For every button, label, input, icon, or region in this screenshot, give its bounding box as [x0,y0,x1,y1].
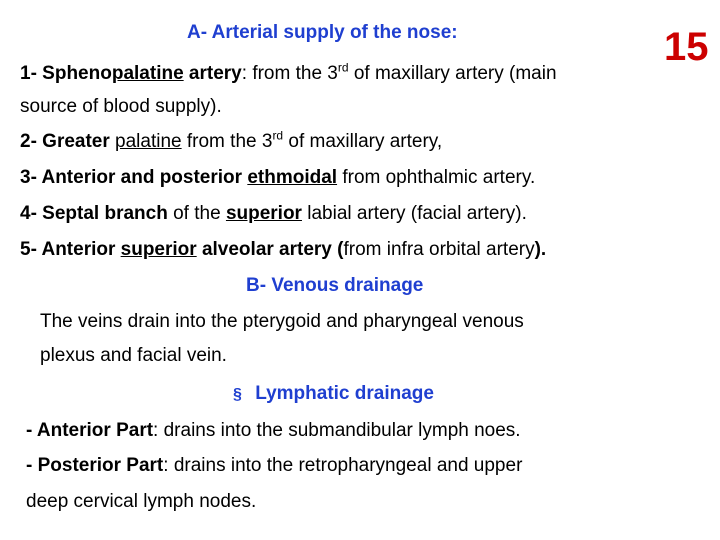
slide-number: 15 [664,25,709,69]
line-source [20,96,222,118]
text-segment: source of blood supply). [20,96,222,117]
text-segment: alveolar artery [196,239,332,260]
text-segment: palatine [111,63,184,84]
line-ethmoidal [20,167,535,189]
line-posterior-part [26,455,522,477]
venous-text-line-2: plexus and facial vein. [40,345,227,366]
text-segment: 3- Anterior and posterior [20,167,248,188]
line-deep-cervical: deep cervical lymph nodes. [26,491,257,512]
text-segment: 5- Anterior [20,239,121,260]
text-segment: ). [534,239,547,260]
text-segment: : drains into the retropharyngeal and upper [163,455,523,476]
heading-lymphatic-drainage: Lymphatic drainage [255,383,434,404]
text-segment: 4- Septal branch [20,203,168,224]
text-segment: 1- Spheno [20,63,112,84]
text-segment: superior [120,239,197,260]
bullet-icon: § [233,386,242,403]
text-segment: - Posterior Part [26,455,164,476]
text-segment: superior [225,203,302,224]
text-segment: labial artery (facial artery). [301,203,527,224]
line-greater-palatine [20,128,443,153]
line-anterior-superior-alveolar [20,239,546,261]
text-segment: from the 3 [181,131,273,152]
text-segment: of the [167,203,226,224]
line-septal-branch [20,203,527,225]
text-segment: of maxillary artery, [283,131,443,152]
text-segment: artery [183,63,242,84]
line-anterior-part [26,420,521,442]
heading-venous-drainage: B- Venous drainage [246,275,424,296]
heading-arterial-supply: A- Arterial supply of the nose: [187,22,458,43]
text-segment: : from the 3 [241,63,338,84]
text-segment: ( [331,239,344,260]
lymphatic-heading-line [233,383,434,406]
superscript: rd [337,60,349,75]
superscript: rd [272,128,284,143]
text-segment: 2- Greater [20,131,116,152]
text-segment: : drains into the submandibular lymph noes. [153,420,521,441]
venous-text-line-1: The veins drain into the pterygoid and pharyngeal venous [40,311,524,332]
text-segment: - Anterior Part [26,420,154,441]
text-segment: from ophthalmic artery. [337,167,536,188]
text-segment: of maxillary artery (main [348,63,557,84]
text-segment: from infra orbital artery [343,239,535,260]
text-segment: ethmoidal [247,167,338,188]
text-segment: palatine [115,131,182,152]
line-sphenopalatine [20,60,557,85]
